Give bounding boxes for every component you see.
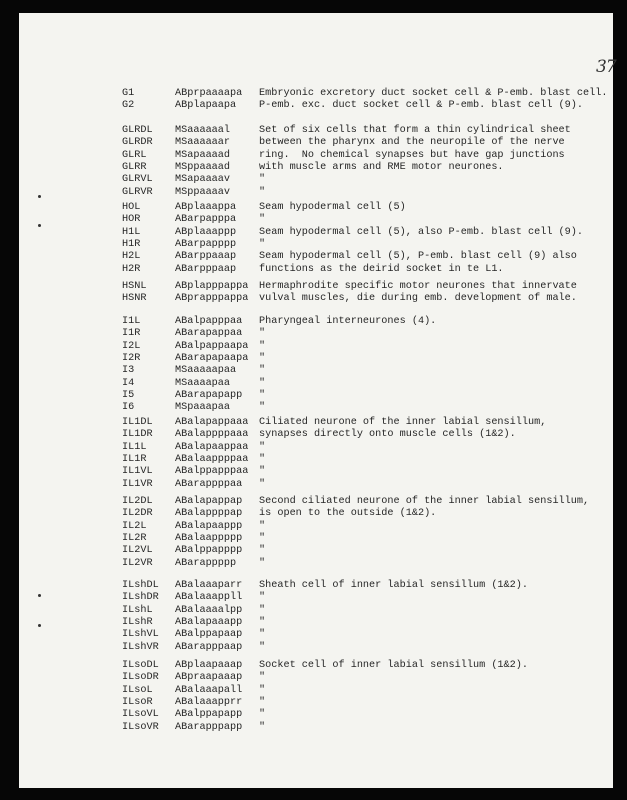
cell-lineage: MSaaaaapaa — [175, 365, 237, 377]
cell-description: " — [259, 616, 266, 628]
cell-name: H2R — [122, 263, 141, 275]
cell-description: Set of six cells that form a thin cylindrical sheet — [259, 125, 571, 136]
cell-description: Ciliated neurone of the inner labial sensillum, — [259, 417, 547, 428]
cell-description: Sheath cell of inner labial sensillum (1&2). — [259, 580, 528, 591]
cell-description: " — [259, 174, 266, 186]
cell-name: IL1DR — [122, 429, 153, 441]
cell-name: ILshDR — [122, 592, 159, 604]
cell-lineage: ABalapaappp — [175, 520, 243, 532]
cell-description: " — [259, 214, 266, 226]
cell-lineage: ABpraapaaap — [175, 672, 243, 684]
margin-mark — [38, 224, 41, 227]
margin-mark — [38, 195, 41, 198]
cell-lineage: MSapaaaav — [175, 174, 231, 186]
cell-lineage: ABarappppaa — [175, 478, 243, 490]
cell-lineage: ABplaapaaap — [175, 660, 243, 671]
cell-name: HSNR — [122, 293, 147, 305]
cell-description: " — [259, 402, 266, 414]
cell-description: " — [259, 709, 266, 721]
cell-description: P-emb. exc. duct socket cell & P-emb. blast cell (9). — [259, 100, 584, 112]
cell-lineage: ABalaaaparr — [175, 580, 243, 591]
page-number: 37 — [596, 57, 616, 77]
margin-mark — [38, 624, 41, 627]
cell-name: I4 — [122, 377, 135, 389]
cell-description: " — [259, 545, 266, 557]
cell-description: " — [259, 629, 266, 641]
cell-description: " — [259, 478, 266, 490]
cell-name: ILshL — [122, 604, 153, 616]
cell-lineage: ABprapppappa — [175, 293, 249, 305]
cell-description: Seam hypodermal cell (5) — [259, 202, 406, 213]
cell-lineage: ABalapaappaa — [175, 441, 249, 453]
cell-lineage: ABalaaaalpp — [175, 604, 243, 616]
cell-name: GLRR — [122, 161, 147, 173]
cell-name: IL1VR — [122, 478, 153, 490]
cell-description: vulval muscles, die during emb. development of male. — [259, 293, 577, 305]
cell-lineage: ABalappppaaa — [175, 429, 249, 441]
cell-lineage: MSapaaaad — [175, 149, 231, 161]
cell-lineage: ABalppapppp — [175, 545, 243, 557]
cell-lineage: ABalppapapp — [175, 709, 243, 721]
cell-name: GLRDR — [122, 137, 153, 149]
cell-name: HOL — [122, 202, 141, 213]
cell-description: " — [259, 328, 266, 340]
cell-name: G1 — [122, 88, 135, 99]
cell-name: H1L — [122, 226, 141, 238]
cell-name: GLRVR — [122, 186, 153, 198]
cell-name: ILshDL — [122, 580, 159, 591]
cell-name: ILsoVL — [122, 709, 159, 721]
cell-name: IL2L — [122, 520, 147, 532]
cell-description: " — [259, 672, 266, 684]
cell-name: GLRDL — [122, 125, 153, 136]
cell-lineage: ABarapppapp — [175, 721, 243, 733]
cell-name: I1R — [122, 328, 141, 340]
cell-name: IL1L — [122, 441, 147, 453]
cell-name: HOR — [122, 214, 141, 226]
cell-name: ILsoDL — [122, 660, 159, 671]
cell-description: " — [259, 684, 266, 696]
cell-lineage: MSaaaaaal — [175, 125, 231, 136]
cell-description: Embryonic excretory duct socket cell & P-emb. blast cell. — [259, 88, 608, 99]
cell-description: Seam hypodermal cell (5), also P-emb. blast cell (9). — [259, 226, 584, 238]
cell-lineage: ABalaaapall — [175, 684, 243, 696]
cell-name: I5 — [122, 389, 135, 401]
cell-description: " — [259, 377, 266, 389]
cell-description: " — [259, 592, 266, 604]
cell-lineage: ABarpapppa — [175, 214, 237, 226]
cell-lineage: ABplaaappa — [175, 202, 237, 213]
cell-lineage: ABarpppaap — [175, 263, 237, 275]
cell-name: IL2R — [122, 532, 147, 544]
cell-name: H2L — [122, 251, 141, 263]
cell-description: Seam hypodermal cell (5), P-emb. blast cell (9) also — [259, 251, 577, 263]
cell-name: I1L — [122, 316, 141, 327]
cell-lineage: MSaaaapaa — [175, 377, 231, 389]
cell-description: is open to the outside (1&2). — [259, 508, 437, 520]
cell-name: H1R — [122, 238, 141, 250]
cell-lineage: ABarapapapp — [175, 389, 243, 401]
cell-lineage: MSppaaaav — [175, 186, 231, 198]
cell-name: ILsoL — [122, 684, 153, 696]
cell-lineage: ABalapaaapp — [175, 616, 243, 628]
cell-description: " — [259, 340, 266, 352]
cell-name: ILsoVR — [122, 721, 159, 733]
cell-description: " — [259, 532, 266, 544]
cell-lineage: ABarapppaap — [175, 641, 243, 653]
cell-description: " — [259, 604, 266, 616]
cell-description: " — [259, 520, 266, 532]
cell-lineage: ABplapaapa — [175, 100, 237, 112]
cell-lineage: ABplaaappp — [175, 226, 237, 238]
cell-name: G2 — [122, 100, 135, 112]
cell-description: " — [259, 389, 266, 401]
cell-description: Hermaphrodite specific motor neurones that innervate — [259, 281, 577, 292]
cell-lineage: MSppaaaad — [175, 161, 231, 173]
cell-name: HSNL — [122, 281, 147, 292]
cell-lineage: ABalapappaaa — [175, 417, 249, 428]
cell-lineage: ABalpapppaa — [175, 316, 243, 327]
cell-description: functions as the deirid socket in te L1. — [259, 263, 504, 275]
cell-name: IL2VL — [122, 545, 153, 557]
cell-name: I2R — [122, 352, 141, 364]
cell-name: ILshVR — [122, 641, 159, 653]
cell-lineage: ABprpaaaapa — [175, 88, 243, 99]
cell-name: ILshR — [122, 616, 153, 628]
cell-description: Socket cell of inner labial sensillum (1&2). — [259, 660, 528, 671]
document-page — [19, 13, 616, 788]
cell-lineage: ABalaaappll — [175, 592, 243, 604]
cell-lineage: ABalapappap — [175, 496, 243, 507]
margin-mark — [38, 594, 41, 597]
cell-lineage: ABarappppp — [175, 557, 237, 569]
cell-name: GLRVL — [122, 174, 153, 186]
cell-description: " — [259, 696, 266, 708]
cell-description: ring. No chemical synapses but have gap junctions — [259, 149, 565, 161]
cell-description: " — [259, 365, 266, 377]
cell-lineage: ABalaappppp — [175, 532, 243, 544]
cell-lineage: ABalpappaapa — [175, 340, 249, 352]
cell-lineage: ABarapappaa — [175, 328, 243, 340]
cell-name: IL2VR — [122, 557, 153, 569]
cell-name: IL2DR — [122, 508, 153, 520]
cell-description: with muscle arms and RME motor neurones. — [259, 161, 504, 173]
cell-description: " — [259, 721, 266, 733]
cell-description: " — [259, 557, 266, 569]
cell-name: ILsoR — [122, 696, 153, 708]
cell-lineage: ABalappppap — [175, 508, 243, 520]
cell-lineage: ABalaappppaa — [175, 453, 249, 465]
cell-lineage: ABalppapppaa — [175, 466, 249, 478]
cell-description: synapses directly onto muscle cells (1&2). — [259, 429, 516, 441]
cell-lineage: ABarppaaap — [175, 251, 237, 263]
cell-name: IL1DL — [122, 417, 153, 428]
cell-lineage: ABarpapppp — [175, 238, 237, 250]
cell-name: I2L — [122, 340, 141, 352]
cell-description: " — [259, 186, 266, 198]
cell-name: GLRL — [122, 149, 147, 161]
cell-description: " — [259, 352, 266, 364]
cell-description: " — [259, 641, 266, 653]
cell-name: ILsoDR — [122, 672, 159, 684]
cell-name: I6 — [122, 402, 135, 414]
cell-lineage: MSpaaapaa — [175, 402, 231, 414]
cell-name: ILshVL — [122, 629, 159, 641]
cell-name: IL2DL — [122, 496, 153, 507]
cell-lineage: MSaaaaaar — [175, 137, 231, 149]
cell-name: IL1R — [122, 453, 147, 465]
cell-name: I3 — [122, 365, 135, 377]
cell-lineage: ABalaaapprr — [175, 696, 243, 708]
cell-description: Pharyngeal interneurones (4). — [259, 316, 437, 327]
cell-description: " — [259, 466, 266, 478]
cell-description: " — [259, 238, 266, 250]
cell-lineage: ABalppapaap — [175, 629, 243, 641]
cell-description: between the pharynx and the neuropile of the nerve — [259, 137, 565, 149]
cell-lineage: ABplapppappa — [175, 281, 249, 292]
cell-lineage: ABarapapaapa — [175, 352, 249, 364]
cell-description: " — [259, 441, 266, 453]
cell-name: IL1VL — [122, 466, 153, 478]
cell-description: Second ciliated neurone of the inner labial sensillum, — [259, 496, 590, 507]
cell-description: " — [259, 453, 266, 465]
